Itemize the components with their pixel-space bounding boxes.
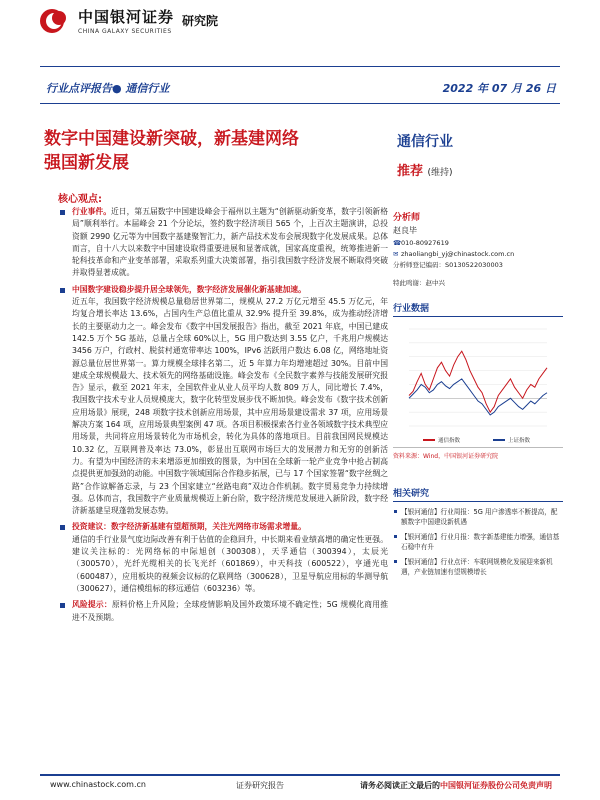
bullet-text: 通信的手行业景气度边际改善有利于估值的企稳回升，中长期来看业绩高增的确定性更强。建议关注标的：光网络标的中际旭创（300308），天孚通信（300394），太辰光（300570），光纤光缆相关的长飞光纤（601869），中天科技（600522），亨通光电（600487），应用板块的视频会议标的亿联网络（300628），卫星导航应用标的华测导航（300627），通信模组标的移远通信（603236）等。 — [72, 534, 388, 593]
title-line-2: 强国新发展 — [44, 153, 129, 173]
analyst-heading: 分析师 — [393, 213, 421, 223]
sidebar — [393, 210, 563, 577]
analyst-phone: 010-80927619 — [401, 239, 449, 247]
analyst-name: 赵良毕 — [393, 226, 417, 235]
core-viewpoints-label: 核心观点: — [58, 194, 102, 205]
chart-source: 资料来源：Wind，中国银河证券研究院 — [393, 453, 499, 460]
report-type: 行业点评报告● 通信行业 — [46, 82, 170, 95]
galaxy-logo-icon — [40, 7, 74, 35]
index-chart-svg — [393, 323, 563, 448]
footer-disclaimer-emph[interactable]: 中国银河证券股份公司免责声明 — [440, 781, 552, 790]
bullet-text: 近日，第五届数字中国建设峰会于福州以主题为“创新驱动新变革，数字引领新格局”顺利举行。本届峰会 21 个分论坛，签约数字经济项目 565 个，上百次主题演讲，总投资额 2990 亿元等为中国数字基建聚智汇力，新产品技术发布会展现数字化发展成果。总体而言，自十八大以来数字中国建设取得重要进展和显著成就，国家高度重视，统筹推进新一轮科技革命和产业变革部署，采取系列重大决策部署，指引我国数字经济发展不断取得突破并取得显著成就。 — [72, 207, 388, 278]
acknowledgement: 特此鸣谢：赵中兴 — [393, 279, 445, 287]
footer-disclaimer — [360, 780, 552, 791]
header-rule-top — [40, 66, 560, 67]
related-item[interactable]: 【银河通信】行业周报：5G 用户渗透率不断提高，配额数字中国建设新机遇 — [393, 507, 563, 527]
industry-data-heading: 行业数据 — [393, 301, 563, 317]
bullet-lead: 投资建议：数字经济新基建有望超预期，关注光网络市场需求增量。 — [72, 522, 306, 532]
bullet-text: 原料价格上升风险；全球疫情影响及国外政策环境不确定性；5G 规模化商用推进不及预期。 — [72, 600, 388, 622]
company-name-cn: 中国银河证券 — [78, 8, 175, 26]
report-subhead — [46, 80, 556, 96]
analyst-email[interactable]: zhaoliangbi_yj@chinastock.com.cn — [401, 250, 515, 258]
related-item[interactable]: 【银河通信】行业点评：车联网规模化发展迎来新机遇，产业链加速有望规模增长 — [393, 557, 563, 577]
email-icon: ✉ — [393, 250, 399, 258]
rating-value: 推荐 — [397, 164, 424, 179]
bullet-text: 近五年，我国数字经济规模总量稳居世界第二，规模从 27.2 万亿元增至 45.5 万亿元，年均复合增长率达 13.6%，占国内生产总值比重从 32.9% 提升至 39.8%，成为推动经济增长的主要驱动力之一。峰会发布《数字中国发展报告》指出，截至 2021 年底，中国已建成 142.5 万个 5G 基站，总量占全球 60%以上，5G 用户数达到 3.55 亿户，千兆用户规模达 3456 万户，行政村、脱贫村通宽带率达 100%，IPv6 活跃用户数达 6.08 亿，网络地址资源总量位居世界第一。算力规模全球排名第二，近 5 年算力年均增速超过 30%。目前中国建成全球规模最大、技术领先的网络基础设施。峰会发布《全民数字素养与技能发展研究报告》显示，截至 2021 年末，全国软件业从业人员平均人数 809 万人，同比增长 7.4%，我国数字技术专业人员规模庞大，数字化转型发展步伐不断加快。峰会发布《数字技术创新应用场景》展现，248 项数字技术创新应用场景，其中应用场景建设需求 37 项，应用场景解决方案 164 项，应用场景典型案例 47 项。各项目积极探索各行业各领域数字技术典型应用场景，共同将应用场景转化为市场机会，转化为具体的落地项目。目前我国网民规模达 10.32 亿，互联网普及率达 73.0%，彰显出互联网市场巨大的发展潜力和无穷的创新活力。有望为中国经济的未来增添更加细致的图景，为中国在全球新一轮产业竞争中抢占制高点提供更加强劲的动能。中国数字领域国际合作稳步拓展，已与 17 个国家签署“数字丝绸之路”合作谅解备忘录，与 23 个国家建立“丝路电商”双边合作机制。数字贸易竞争力持续增强。总体而言，我国数字产业质量规模迈上新台阶，数字经济规范发展进入新阶段，数字经济新基建呈现蓬勃发展态势。 — [72, 297, 388, 516]
bullet-lead: 中国数字建设稳步提升居全球领先，数字经济发展催化新基建加速。 — [72, 284, 306, 294]
phone-icon: ☎ — [393, 239, 402, 247]
report-date: 2022 年 07 月 26 日 — [442, 82, 556, 95]
chart-legend-label: 上证指数 — [508, 438, 531, 444]
report-title — [44, 127, 384, 175]
company-logo — [40, 6, 218, 35]
analyst-cert: 分析师登记编码：S0130522030003 — [393, 261, 503, 269]
bullet-investment-advice — [58, 521, 388, 595]
index-chart — [393, 323, 563, 448]
header-rule-bottom — [40, 103, 560, 104]
related-research-heading: 相关研究 — [393, 486, 563, 502]
company-name-en: CHINA GALAXY SECURITIES — [78, 28, 172, 35]
analyst-contact — [393, 238, 563, 271]
footer-url[interactable]: www.chinastock.com.cn — [50, 780, 146, 789]
chart-legend-label: 通信指数 — [438, 438, 461, 444]
industry-label: 通信行业 — [397, 134, 453, 150]
related-item[interactable]: 【银河通信】行业月报：数字新基建能力增强，通信基石稳中有升 — [393, 532, 563, 552]
bullet-lead: 行业事件。 — [72, 207, 111, 216]
footer-disclaimer-prefix: 请务必阅读正文最后的 — [360, 781, 440, 790]
bullet-lead: 风险提示： — [72, 600, 112, 610]
footer-center: 证券研究报告 — [236, 781, 284, 790]
chart-series-line-0 — [409, 351, 547, 412]
rating-note: (维持) — [427, 168, 453, 178]
main-content — [58, 206, 388, 628]
bullet-risk — [58, 599, 388, 624]
title-line-1: 数字中国建设新突破，新基建网络 — [44, 129, 299, 149]
footer-rule — [40, 774, 560, 776]
bullet-digital-china — [58, 284, 388, 518]
bullet-industry-event — [58, 206, 388, 280]
rating-badge — [397, 160, 453, 179]
institute-label: 研究院 — [182, 14, 219, 28]
